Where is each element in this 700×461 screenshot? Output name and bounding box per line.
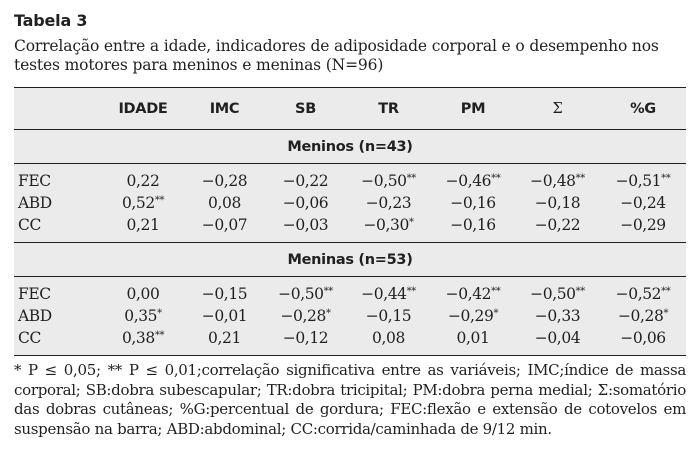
table-cell <box>265 305 346 327</box>
significance-marker: ** <box>575 173 585 184</box>
cell-value: −0,48 <box>530 172 576 190</box>
cell-value: −0,52 <box>615 285 662 303</box>
table-cell <box>102 164 184 193</box>
table-cell <box>600 214 686 243</box>
significance-marker: ** <box>406 286 416 297</box>
cell-value: −0,50 <box>361 172 407 190</box>
cell-value: −0,18 <box>534 194 581 212</box>
column-header-corner <box>14 88 102 130</box>
table-row <box>14 305 686 327</box>
table-cell <box>265 277 346 306</box>
column-header-percent-g: %G <box>600 88 686 130</box>
table-cell <box>184 327 265 355</box>
table-cell <box>431 277 515 306</box>
cell-value: −0,06 <box>620 329 666 347</box>
table-cell <box>346 192 431 214</box>
cell-value: −0,12 <box>282 329 329 347</box>
column-header-idade: IDADE <box>102 88 184 130</box>
cell-value: 0,08 <box>372 329 405 347</box>
cell-value: 0,01 <box>456 329 490 347</box>
table-footnote: * P ≤ 0,05; ** P ≤ 0,01;correlação significativa entre as variáveis; IMC;índice de massa corporal; SB:dobra subescapular; TR:dobra tricipital; PM:dobra perna medial; Σ:somatório das dobras cutâneas; %G:percentual de gordura; FEC:flexão e extensão de cotovelos em suspensão na barra; ABD:abdominal; CC:corrida/caminhada de 9/12 min. <box>14 361 686 438</box>
cell-value: −0,03 <box>282 216 329 234</box>
cell-value: 0,22 <box>126 172 160 190</box>
table-cell <box>346 214 431 243</box>
table-cell <box>346 277 431 306</box>
table-cell <box>431 305 515 327</box>
column-header-sb: SB <box>265 88 346 130</box>
cell-value: −0,33 <box>534 307 581 325</box>
table-cell <box>515 214 600 243</box>
table-cell <box>184 164 265 193</box>
table-cell <box>346 305 431 327</box>
cell-value: 0,21 <box>208 329 241 347</box>
table-cell <box>184 192 265 214</box>
table-cell <box>600 305 686 327</box>
table-cell <box>515 277 600 306</box>
cell-value: −0,28 <box>201 172 248 190</box>
table-cell <box>265 327 346 355</box>
table-cell <box>265 214 346 243</box>
significance-marker: ** <box>661 286 671 297</box>
cell-value: 0,52 <box>121 194 155 212</box>
table-row <box>14 164 686 193</box>
group-header-row <box>14 130 686 164</box>
table-row <box>14 327 686 355</box>
table-row <box>14 277 686 306</box>
table-cell <box>102 214 184 243</box>
group-label: Meninas (n=53) <box>14 243 686 277</box>
row-label: FEC <box>18 172 51 190</box>
table-cell <box>431 327 515 355</box>
table-cell <box>600 192 686 214</box>
cell-value: −0,04 <box>534 329 581 347</box>
table-caption: Correlação entre a idade, indicadores de adiposidade corporal e o desempenho nos testes motores para meninos e meninas (N=96) <box>14 37 659 74</box>
cell-value: −0,15 <box>365 307 412 325</box>
table-cell <box>600 164 686 193</box>
table-cell <box>431 164 515 193</box>
cell-value: 0,35 <box>124 307 158 325</box>
row-label: ABD <box>18 307 52 325</box>
table-cell <box>346 164 431 193</box>
correlation-table <box>14 88 686 355</box>
table-title: Tabela 3 <box>14 11 88 30</box>
table-cell <box>184 214 265 243</box>
row-label: CC <box>18 329 41 347</box>
table-cell <box>184 305 265 327</box>
table-cell <box>102 327 184 355</box>
significance-marker: ** <box>491 173 501 184</box>
correlation-table-container <box>14 87 686 356</box>
row-label: CC <box>18 216 41 234</box>
cell-value: −0,28 <box>280 307 326 325</box>
table-body <box>14 130 686 356</box>
cell-value: −0,29 <box>620 216 666 234</box>
table-row <box>14 192 686 214</box>
table-cell <box>265 192 346 214</box>
cell-value: 0,00 <box>126 285 160 303</box>
cell-value: 0,08 <box>208 194 241 212</box>
row-label: ABD <box>18 194 52 212</box>
column-header-tr: TR <box>346 88 431 130</box>
table-cell <box>600 277 686 306</box>
cell-value: −0,50 <box>530 285 576 303</box>
significance-marker: * <box>493 308 499 319</box>
cell-value: −0,46 <box>445 172 492 190</box>
cell-value: −0,22 <box>282 172 329 190</box>
table-cell <box>515 192 600 214</box>
cell-value: −0,42 <box>445 285 492 303</box>
cell-value: −0,15 <box>201 285 248 303</box>
cell-value: −0,07 <box>201 216 248 234</box>
table-cell <box>515 305 600 327</box>
cell-value: −0,16 <box>450 216 496 234</box>
table-cell <box>515 164 600 193</box>
significance-marker: * <box>157 308 162 319</box>
row-label: FEC <box>18 285 51 303</box>
cell-value: −0,44 <box>361 285 407 303</box>
significance-marker: ** <box>154 195 165 206</box>
table-cell <box>184 277 265 306</box>
cell-value: −0,50 <box>278 285 324 303</box>
significance-marker: ** <box>323 286 333 297</box>
cell-value: −0,01 <box>201 307 248 325</box>
cell-value: −0,28 <box>617 307 664 325</box>
cell-value: −0,51 <box>615 172 662 190</box>
cell-value: −0,30 <box>363 216 409 234</box>
column-header-pm: PM <box>431 88 515 130</box>
table-cell <box>102 277 184 306</box>
table-cell <box>515 327 600 355</box>
significance-marker: * <box>663 308 669 319</box>
significance-marker: ** <box>661 173 671 184</box>
table-header-row <box>14 88 686 130</box>
significance-marker: ** <box>406 173 416 184</box>
significance-marker: ** <box>575 286 585 297</box>
significance-marker: * <box>408 217 414 228</box>
cell-value: −0,24 <box>620 194 666 212</box>
significance-marker: ** <box>491 286 501 297</box>
cell-value: −0,23 <box>365 194 412 212</box>
column-header-sigma: Σ <box>515 88 600 130</box>
cell-value: −0,16 <box>450 194 496 212</box>
table-cell <box>431 214 515 243</box>
column-header-imc: IMC <box>184 88 265 130</box>
table-cell <box>102 192 184 214</box>
table-cell <box>102 305 184 327</box>
cell-value: −0,29 <box>447 307 494 325</box>
group-header-row <box>14 243 686 277</box>
table-cell <box>346 327 431 355</box>
group-label: Meninos (n=43) <box>14 130 686 164</box>
significance-marker: ** <box>154 330 165 341</box>
cell-value: 0,21 <box>126 216 160 234</box>
cell-value: −0,22 <box>534 216 581 234</box>
cell-value: −0,06 <box>282 194 329 212</box>
table-cell <box>600 327 686 355</box>
table-cell <box>265 164 346 193</box>
significance-marker: * <box>325 308 331 319</box>
cell-value: 0,38 <box>121 329 155 347</box>
table-row <box>14 214 686 243</box>
table-cell <box>431 192 515 214</box>
